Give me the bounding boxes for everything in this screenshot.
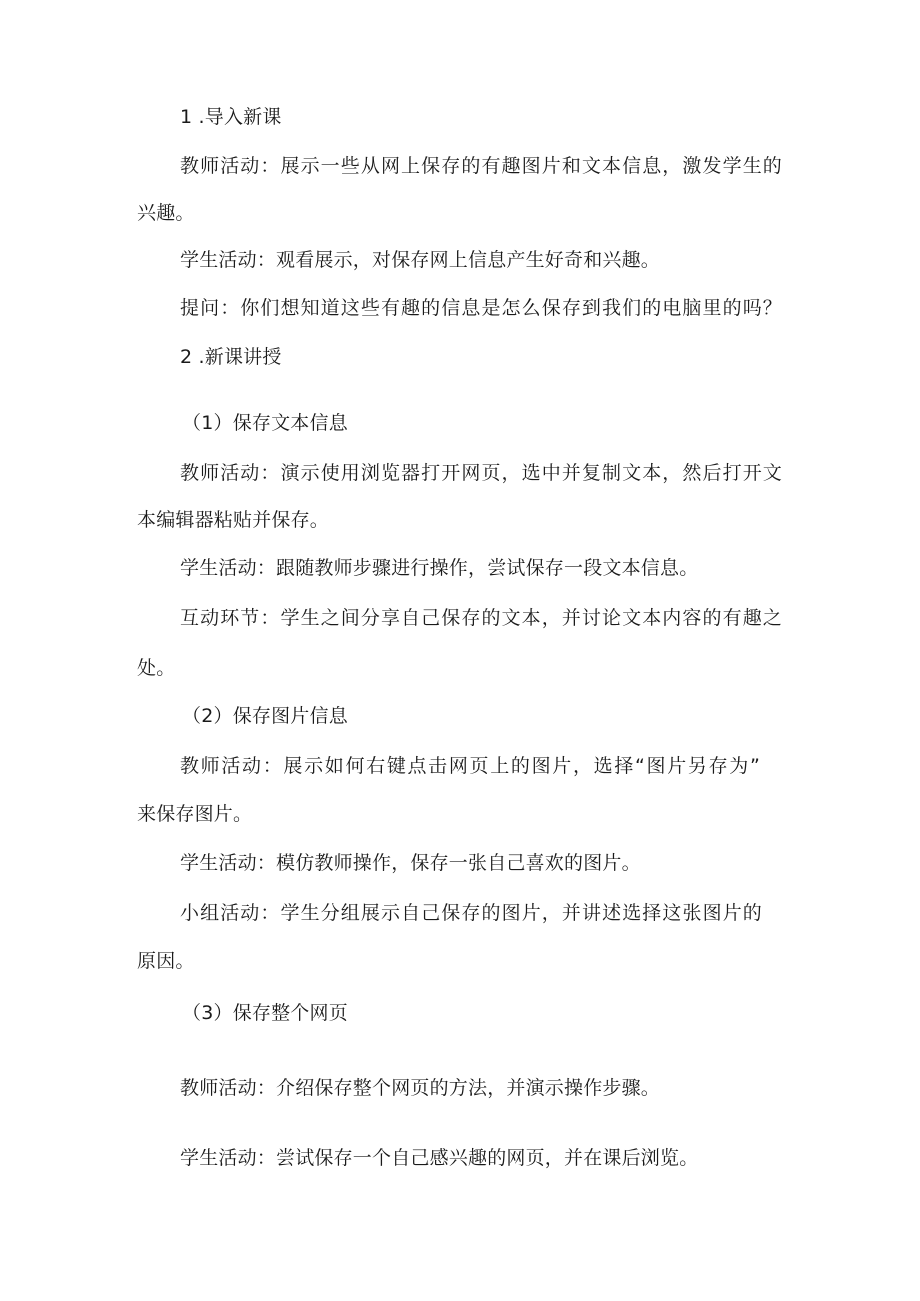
section-1-paragraph-3: 提问：你们想知道这些有趣的信息是怎么保存到我们的电脑里的吗？: [180, 297, 782, 319]
subsection-1-paragraph-1-line-1: 教师活动：演示使用浏览器打开网页，选中并复制文本，然后打开文: [180, 462, 782, 484]
subsection-1-paragraph-1-line-2: 本编辑器粘贴并保存。: [137, 509, 330, 531]
subsection-3-paragraph-2: 学生活动：尝试保存一个自己感兴趣的网页，并在课后浏览。: [180, 1147, 699, 1169]
subsection-2-heading: （2）保存图片信息: [182, 705, 348, 727]
subsection-2-paragraph-3-line-2: 原因。: [137, 950, 195, 972]
section-1-paragraph-2: 学生活动：观看展示，对保存网上信息产生好奇和兴趣。: [180, 249, 661, 271]
section-1-paragraph-1-line-1: 教师活动：展示一些从网上保存的有趣图片和文本信息，激发学生的: [180, 155, 782, 177]
subsection-1-paragraph-3-line-1: 互动环节：学生之间分享自己保存的文本，并讨论文本内容的有趣之: [180, 607, 782, 629]
subsection-1-paragraph-2: 学生活动：跟随教师步骤进行操作，尝试保存一段文本信息。: [180, 557, 699, 579]
section-2-heading: 2 .新课讲授: [180, 346, 282, 368]
subsection-2-paragraph-3-line-1: 小组活动：学生分组展示自己保存的图片，并讲述选择这张图片的: [180, 902, 762, 924]
subsection-3-heading: （3）保存整个网页: [182, 1002, 348, 1024]
subsection-1-heading: （1）保存文本信息: [182, 412, 348, 434]
subsection-2-paragraph-1-line-2: 来保存图片。: [137, 803, 253, 825]
section-1-paragraph-1-line-2: 兴趣。: [137, 202, 195, 224]
subsection-1-paragraph-3-line-2: 处。: [137, 657, 176, 679]
section-1-heading: 1 .导入新课: [180, 106, 282, 128]
subsection-3-paragraph-1: 教师活动：介绍保存整个网页的方法，并演示操作步骤。: [180, 1077, 661, 1099]
subsection-2-paragraph-1-line-1: 教师活动：展示如何右键点击网页上的图片，选择“图片另存为”: [180, 755, 760, 777]
subsection-2-paragraph-2: 学生活动：模仿教师操作，保存一张自己喜欢的图片。: [180, 852, 641, 874]
